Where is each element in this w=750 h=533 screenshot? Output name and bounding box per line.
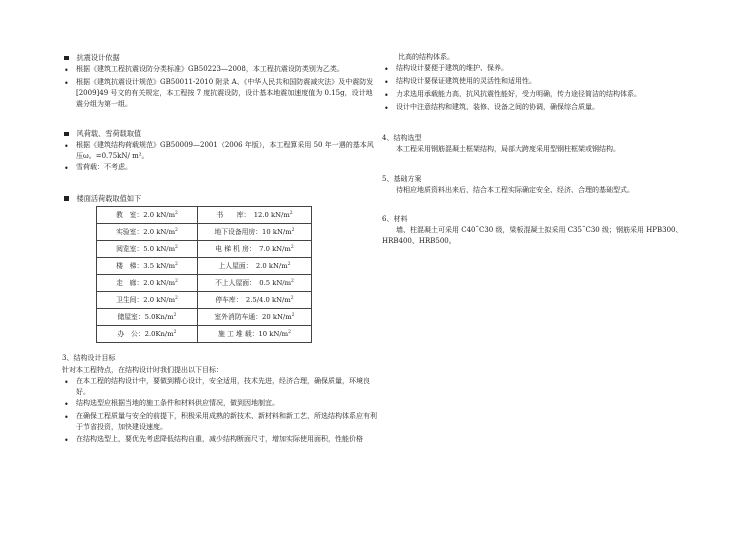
wind-bullet: • 根据《建筑结构荷载规范》GB50009—2001（2006 年版），本工程算采用 50 年一遇的基本风压ω。=0.75kN/ m²。: [64, 140, 374, 160]
seismic-bullet: • 根据《建筑抗震设计规范》GB50011-2010 附录 A、《中华人民共和国防震减灾法》及中震防发[2009]49 号文的有关规定，本工程按 7 度抗震设防，设计基本地震加速度值为 0.15g，设计地震分组为第一组。: [64, 77, 374, 108]
bullet-dot-icon: •: [384, 78, 389, 88]
table-row: 卫生间：2.0 $kN/m^2$ 停车库： 2.5/4.0 $kN/m^2$: [97, 292, 312, 309]
table-cell: 办 公：2.0Kn/m: [117, 330, 174, 339]
bullet-dot-icon: •: [64, 400, 69, 410]
bullet-dot-icon: •: [384, 91, 389, 101]
right-column: [382, 52, 712, 248]
bullet-dot-icon: •: [384, 65, 389, 75]
live-load-title: 楼面活荷载取值如下: [76, 193, 142, 203]
section-5-text: 待相应地质资料出来后，结合本工程实际确定安全、经济、合理的基础型式。: [396, 185, 634, 194]
table-row: 走 廊：2.0 $kN/m^2$ 不上人屋面： 0.5 $kN/m^2$: [97, 275, 312, 292]
section-6-title: 6、材料: [382, 214, 408, 223]
square-bullet-icon: [64, 56, 69, 61]
table-row: 教 室：2.0 $kN/m^2$ 书 库： 12.0 $kN/m^2$: [97, 207, 312, 224]
table-cell: 地下设备用房：10 kN/m: [214, 228, 292, 237]
wind-heading: [62, 128, 378, 140]
table-cell: 施 工 堆 载：10 kN/m: [218, 330, 289, 339]
bullet-dot-icon: •: [384, 104, 389, 114]
goals-bullet: • 设计中注意结构和建筑、装修、设备之间的协调，确保综合质量。: [384, 103, 599, 114]
goals-bullet: • 结构设计要保证建筑使用的灵活性和适用性。: [384, 77, 536, 88]
section-6-text: 墙、柱混凝土可采用 C40˜C30 级，梁板混凝土拟采用 C35˜C30 级；钢筋采用 HPB300、HRB400、HRB500。: [382, 226, 683, 246]
seismic-title: 抗震设计依据: [76, 53, 120, 62]
goals-title: 3、结构设计目标: [62, 354, 116, 363]
continued-text: 比高的结构体系。: [398, 53, 454, 61]
table-cell: 阅览室：5.0 kN/m: [116, 245, 176, 254]
goals-intro: 针对本工程特点，在结构设计时我们提出以下目标：: [62, 365, 223, 374]
seismic-heading: [62, 52, 378, 64]
section-5-title: 5、基础方案: [382, 174, 422, 183]
table-cell: 书 库： 12.0 kN/m: [216, 211, 290, 220]
table-row: 阅览室：5.0 $kN/m^2$ 电 梯 机 房： 7.0 $kN/m^2$: [97, 241, 312, 258]
table-cell: 上人屋面： 2.0 kN/m: [218, 262, 288, 271]
seismic-bullet: • 根据《建筑工程抗震设防分类标准》GB50223—2008，本工程抗震设防类别为乙类。: [64, 64, 344, 75]
table-row: 储屋室：$5.0Kn/m^2$ 室外消防车通：20 $kN/m^2$: [97, 309, 312, 326]
section-4-text: 本工程采用钢筋混凝土框架结构，局部大跨度采用型钢柱框架或钢结构。: [396, 145, 620, 154]
wind-title: 风荷载、雪荷载取值: [76, 129, 142, 139]
goals-bullet: • 结构选型应根据当地的施工条件和材料供应情况，做到因地制宜。: [64, 399, 279, 410]
table-cell: 室外消防车通：20 kN/m: [214, 313, 292, 322]
bullet-dot-icon: •: [64, 435, 69, 445]
goals-bullet: • 在确保工程质量与安全的前提下，积极采用成熟的新技术、新材料和新工艺，所选结构体系应有利于节省投资，加快建设速度。: [64, 412, 377, 432]
left-column: [62, 52, 378, 447]
table-cell: 实验室：2.0 kN/m: [116, 228, 176, 237]
wind-bullet: • 雪荷载：不考虑。: [64, 162, 132, 173]
live-load-table: [96, 206, 312, 343]
table-cell: 卫生间：2.0 kN/m: [116, 296, 176, 305]
table-cell: 教 室：2.0 kN/m: [116, 211, 176, 220]
goals-bullet: • 结构设计要便于建筑的维护、保养。: [384, 64, 508, 75]
table-cell: 停车库： 2.5/4.0 kN/m: [215, 296, 291, 305]
goals-bullet: • 在本工程的结构设计中，要做到精心设计，安全适用，技术先进，经济合理，确保质量，环境良好。: [64, 376, 370, 397]
table-row: 楼 梯：3.5 $kN/m^2$ 上人屋面： 2.0 $kN/m^2$: [97, 258, 312, 275]
bullet-dot-icon: •: [64, 413, 69, 423]
bullet-dot-icon: •: [64, 163, 69, 173]
table-cell: 储屋室：5.0Kn/m: [117, 313, 174, 322]
table-cell: 楼 梯：3.5 kN/m: [116, 262, 176, 271]
bullet-dot-icon: •: [64, 78, 69, 88]
bullet-dot-icon: •: [64, 65, 69, 75]
goals-bullet: • 在结构选型上，要优先考虑降低结构自重，减少结构断面尺寸，增加实际使用面积，性能价格: [64, 434, 363, 445]
square-bullet-icon: [64, 132, 69, 137]
table-row: 办 公：$2.0Kn/m^2$ 施 工 堆 载：10 $kN/m^2$: [97, 326, 312, 343]
table-cell: 不上人屋面： 0.5 kN/m: [215, 279, 292, 288]
live-load-heading: [62, 193, 378, 205]
bullet-dot-icon: •: [64, 141, 69, 151]
table-row: 实验室：2.0 $kN/m^2$ 地下设备用房：10 $kN/m^2$: [97, 224, 312, 241]
goals-bullet: • 力求选用承载能力高，抗风抗震性能好，受力明确，传力途径简洁的结构体系。: [384, 90, 641, 101]
square-bullet-icon: [64, 196, 69, 201]
section-4-title: 4、结构选型: [382, 134, 422, 143]
bullet-dot-icon: •: [64, 377, 69, 387]
table-cell: 走 廊：2.0 kN/m: [116, 279, 176, 288]
table-cell: 电 梯 机 房： 7.0 kN/m: [215, 245, 291, 254]
